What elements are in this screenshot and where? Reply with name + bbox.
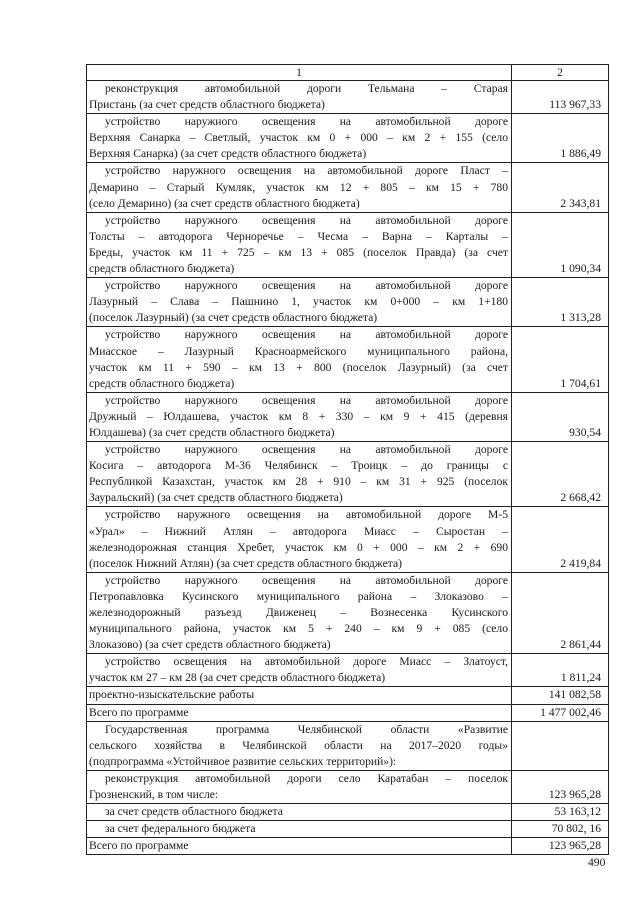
item-amount xyxy=(512,687,609,703)
amount-value: 123 965,28 xyxy=(548,788,601,802)
item-description xyxy=(87,771,512,803)
item-description xyxy=(87,687,512,703)
description-line: (поселок Лазурный) (за счет средств областного бюджета) xyxy=(89,311,378,325)
description-line: Косига – автодорога М-36 Челябинск – Троицк – до границы с xyxy=(89,459,508,473)
program-row xyxy=(87,722,609,771)
description-line: за счет средств областного бюджета xyxy=(105,805,283,819)
description-line: (подпрограмма «Устойчивое развитие сельских территорий»): xyxy=(89,754,397,768)
description-line: сельского хозяйства в Челябинской области на 2017–2020 годы» xyxy=(89,738,508,752)
item-amount xyxy=(512,573,609,653)
amount-value: 1 477 002,46 xyxy=(540,705,601,719)
amount-value: 70 802, 16 xyxy=(551,822,601,836)
amount-value: 141 082,58 xyxy=(548,688,601,702)
description-line: устройство наружного освещения на автомобильной дороге xyxy=(105,443,508,457)
description-line: железнодорожный разъезд Движенец – Вознесенка Кусинского xyxy=(89,606,508,619)
item-amount xyxy=(512,393,609,441)
amount-value: 113 967,33 xyxy=(549,98,601,112)
item-amount xyxy=(512,705,609,721)
header-col-1: 1 xyxy=(87,65,512,80)
subrow-federal xyxy=(87,821,609,838)
description-line: Злоказово) (за счет средств областного бюджета) xyxy=(89,638,331,652)
item-description xyxy=(87,114,512,162)
description-line: Пристань (за счет средств областного бюджета) xyxy=(89,98,325,112)
table-row xyxy=(87,114,609,163)
amount-value: 1 313,28 xyxy=(560,311,601,325)
description-line: устройство наружного освещения на автомобильной дороге xyxy=(105,115,508,129)
table-row xyxy=(87,442,609,507)
description-line: проектно-изыскательские работы xyxy=(89,688,255,702)
item-description xyxy=(87,573,512,653)
table-header-row xyxy=(87,65,609,81)
description-line: устройство наружного освещения на автомобильной дороге xyxy=(105,213,508,227)
table-row xyxy=(87,327,609,392)
item-description xyxy=(87,804,512,820)
description-line: железнодорожная станция Хребет, участок км 0 + 000 – км 2 + 690 xyxy=(89,540,508,554)
page-number: 490 xyxy=(588,856,606,869)
item-amount xyxy=(512,114,609,162)
description-line: участок км 27 – км 28 (за счет средств областного бюджета) xyxy=(89,671,386,685)
description-line: Республикой Казахстан, участок км 28 + 910 – км 31 + 925 (поселок xyxy=(89,475,508,489)
amount-value: 123 965,28 xyxy=(548,839,601,853)
description-line: Миасское – Лазурный Красноармейского муниципального района, xyxy=(89,344,508,358)
item-description xyxy=(87,81,512,113)
description-line: за счет федерального бюджета xyxy=(105,822,256,836)
amount-value: 2 419,84 xyxy=(560,556,601,570)
amount-value: 1 704,61 xyxy=(560,376,601,390)
item-description xyxy=(87,278,512,326)
description-line: Петропавловка Кусинского муниципального района – Злоказово – xyxy=(89,589,508,603)
item-amount xyxy=(512,654,609,686)
table-row xyxy=(87,573,609,654)
description-line: средств областного бюджета) xyxy=(89,376,235,390)
description-line: устройство наружного освещения на автомобильной дороге xyxy=(105,573,508,587)
amount-value: 2 343,81 xyxy=(560,196,601,210)
header-col-2: 2 xyxy=(512,65,609,80)
item-amount xyxy=(512,722,609,770)
budget-table xyxy=(86,64,609,855)
description-line: Дружный – Юлдашева, участок км 8 + 330 – км 9 + 415 (деревня xyxy=(89,409,508,423)
table-row xyxy=(87,278,609,327)
amount-value: 1 886,49 xyxy=(560,147,601,161)
description-line: средств областного бюджета) xyxy=(89,262,235,276)
table-row xyxy=(87,654,609,687)
item-amount xyxy=(512,507,609,571)
item-description xyxy=(87,722,512,770)
item-amount xyxy=(512,213,609,277)
total-row-2 xyxy=(87,838,609,855)
description-line: устройство наружного освещения на автомобильной дороге xyxy=(105,393,508,407)
item-description xyxy=(87,213,512,277)
description-line: устройство наружного освещения на автомобильной дороге xyxy=(105,279,508,293)
description-line: Лазурный – Слава – Пашнино 1, участок км 0+000 – км 1+180 xyxy=(89,295,508,309)
item-description xyxy=(87,442,512,506)
description-line: Государственная программа Челябинской области «Развитие xyxy=(105,722,508,736)
item-amount xyxy=(512,81,609,113)
item-amount xyxy=(512,442,609,506)
description-line: Всего по программе xyxy=(89,839,189,853)
table-row xyxy=(87,393,609,442)
item-description xyxy=(87,163,512,211)
description-line: муниципального района, участок км 5 + 240 – км 9 + 085 (село xyxy=(89,622,508,636)
description-line: Юлдашева) (за счет средств областного бюджета) xyxy=(89,425,335,439)
table-row xyxy=(87,213,609,278)
description-line: Грозненский, в том числе: xyxy=(89,788,219,802)
description-line: (село Демарино) (за счет средств областного бюджета) xyxy=(89,196,360,210)
total-row xyxy=(87,705,609,722)
amount-value: 1 090,34 xyxy=(560,262,601,276)
item-amount xyxy=(512,278,609,326)
amount-value: 2 668,42 xyxy=(560,491,601,505)
item-description xyxy=(87,821,512,837)
description-line: устройство освещения на автомобильной дороге Миасс – Златоуст, xyxy=(105,655,508,669)
item-description xyxy=(87,705,512,721)
description-line: Толсты – автодорога Черноречье – Чесма – Варна – Карталы – xyxy=(89,229,508,243)
description-line: устройство наружного освещения на автомобильной дороге xyxy=(105,328,508,342)
item-description xyxy=(87,393,512,441)
description-line: «Урал» – Нижний Атлян – автодорога Миасс – Сыростан – xyxy=(89,524,508,538)
description-line: реконструкция автомобильной дороги Тельмана – Старая xyxy=(105,82,508,95)
amount-value: 53 163,12 xyxy=(554,805,601,819)
description-line: Зауральский) (за счет средств областного бюджета) xyxy=(89,491,343,505)
item-amount xyxy=(512,804,609,820)
description-line: устройство наружного освещения на автомобильной дороге М-5 xyxy=(105,508,508,522)
description-line: Верхняя Санарка – Светлый, участок км 0 + 000 – км 2 + 155 (село xyxy=(89,131,508,145)
subrow-regional xyxy=(87,804,609,821)
description-line: устройство наружного освещения на автомобильной дороге Пласт – xyxy=(105,164,508,178)
item-amount xyxy=(512,821,609,837)
item-description xyxy=(87,838,512,854)
amount-value: 1 811,24 xyxy=(560,671,601,685)
description-line: Всего по программе xyxy=(89,705,189,719)
description-line: Демарино – Старый Кумляк, участок км 12 + 805 – км 15 + 780 xyxy=(89,180,508,194)
description-line: участок км 11 + 590 – км 13 + 800 (поселок Лазурный) (за счет xyxy=(89,360,508,374)
amount-value: 2 861,44 xyxy=(560,638,601,652)
description-line: Бреды, участок км 11 + 725 – км 13 + 085 (поселок Правда) (за счет xyxy=(89,245,508,259)
item-description xyxy=(87,654,512,686)
reconstruction-row xyxy=(87,771,609,804)
table-row xyxy=(87,81,609,114)
item-description xyxy=(87,327,512,391)
table-row xyxy=(87,163,609,212)
item-amount xyxy=(512,327,609,391)
description-line: Верхняя Санарка) (за счет средств областного бюджета) xyxy=(89,147,367,161)
survey-row xyxy=(87,687,609,704)
description-line: реконструкция автомобильной дороги село Каратабан – поселок xyxy=(105,771,508,785)
description-line: (поселок Нижний Атлян) (за счет средств областного бюджета) xyxy=(89,556,403,570)
item-amount xyxy=(512,771,609,803)
item-amount xyxy=(512,163,609,211)
table-row xyxy=(87,507,609,572)
item-amount xyxy=(512,838,609,854)
amount-value: 930,54 xyxy=(569,425,601,439)
item-description xyxy=(87,507,512,571)
